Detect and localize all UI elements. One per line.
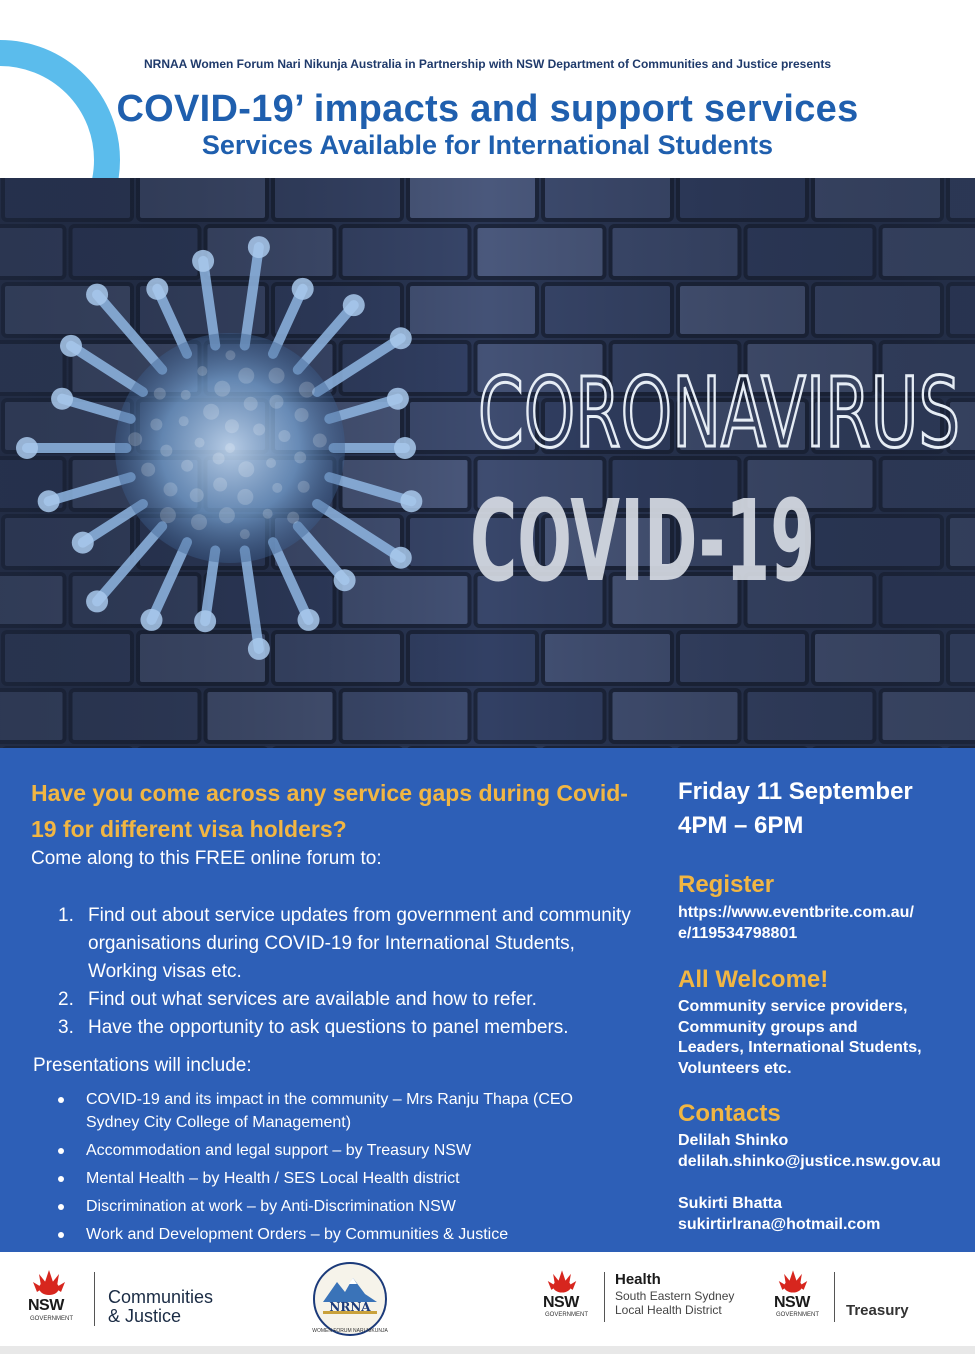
- steps-list: [58, 902, 638, 1042]
- intro-text: Come along to this FREE online forum to:: [31, 848, 382, 869]
- mountain-icon: [315, 1264, 385, 1334]
- contacts-list: [678, 1130, 968, 1235]
- waratah-icon: [777, 1268, 809, 1294]
- page-subtitle: Services Available for International Students: [201, 130, 774, 160]
- contacts-heading: Contacts: [678, 1100, 781, 1127]
- register-link[interactable]: https://www.eventbrite.com.au/ e/119534798801: [678, 904, 914, 942]
- contact-name: Sukirti Bhatta: [678, 1195, 783, 1212]
- event-date: Friday 11 September: [678, 778, 913, 805]
- list-item: Work and Development Orders – by Communities & Justice: [58, 1223, 578, 1246]
- welcome-heading: All Welcome!: [678, 966, 829, 993]
- nsw-logo-text: NSW: [28, 1297, 64, 1314]
- nsw-logo-text: NSW: [774, 1294, 810, 1311]
- nsw-logo-text: NSW: [543, 1294, 579, 1311]
- list-item: 1. Find out about service updates from government and community organisations during COVID-19 for International Students, Working visas etc.: [58, 905, 631, 982]
- hero-image: [0, 178, 975, 748]
- nrna-logo: NRNA: [313, 1262, 387, 1336]
- bullet-icon: [58, 1176, 64, 1182]
- presents-line: NRNAA Women Forum Nari Nikunja Australia in Partnership with NSW Department of Communities and Justice presents: [144, 57, 831, 71]
- register-heading: Register: [678, 871, 775, 898]
- government-text: GOVERNMENT: [545, 1312, 589, 1318]
- presentations-heading: Presentations will include:: [33, 1055, 252, 1076]
- list-item: Accommodation and legal support – by Treasury NSW: [58, 1139, 578, 1162]
- question-heading: Have you come across any service gaps during Covid-19 for different visa holders?: [31, 780, 628, 842]
- government-text: GOVERNMENT: [30, 1316, 74, 1322]
- bullet-icon: [58, 1148, 64, 1154]
- waratah-icon: [546, 1268, 578, 1294]
- hero-coronavirus-text: CORONAVIRUS: [478, 357, 960, 469]
- treasury-logo: Treasury: [846, 1302, 909, 1319]
- health-logo: Health South Eastern Sydney Local Health District: [615, 1271, 735, 1317]
- page-title: COVID-19’ impacts and support services: [116, 88, 859, 130]
- contact-name: Delilah Shinko: [678, 1132, 789, 1149]
- presentations-list: [58, 1088, 578, 1251]
- list-item: Discrimination at work – by Anti-Discrimination NSW: [58, 1195, 578, 1218]
- list-item: 2. Find out what services are available and how to refer.: [58, 989, 537, 1010]
- event-datetime: [678, 775, 968, 843]
- list-item: Mental Health – by Health / SES Local Health district: [58, 1167, 578, 1190]
- waratah-icon: [31, 1268, 67, 1296]
- list-item: COVID-19 and its impact in the community – Mrs Ranju Thapa (CEO Sydney City College of Management): [58, 1088, 578, 1134]
- nrna-subtitle: WOMEN FORUM NARI NIKUNJA: [312, 1328, 388, 1334]
- government-text: GOVERNMENT: [776, 1312, 820, 1318]
- welcome-text: Community service providers, Community groups and Leaders, International Students, Volunteers etc.: [678, 998, 922, 1077]
- event-time: 4PM – 6PM: [678, 812, 804, 839]
- contact-email[interactable]: sukirtirlrana@hotmail.com: [678, 1216, 881, 1233]
- bullet-icon: [58, 1232, 64, 1238]
- list-item: 3. Have the opportunity to ask questions to panel members.: [58, 1017, 569, 1038]
- bullet-icon: [58, 1097, 64, 1103]
- brick-wall-background: [0, 178, 975, 748]
- communities-justice-logo: Communities & Justice: [108, 1287, 214, 1326]
- bullet-icon: [58, 1204, 64, 1210]
- contact-email[interactable]: delilah.shinko@justice.nsw.gov.au: [678, 1153, 941, 1170]
- hero-covid-text: COVID-19: [470, 477, 815, 607]
